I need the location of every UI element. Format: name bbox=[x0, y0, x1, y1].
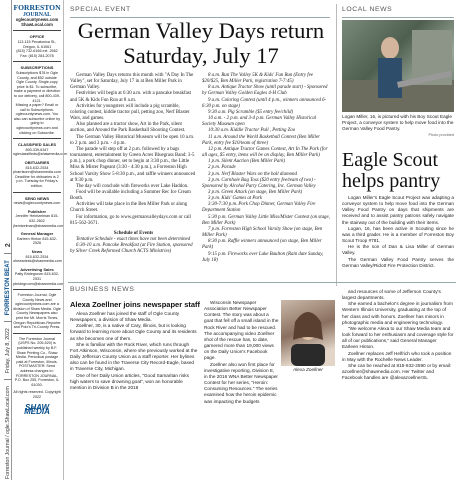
photo-caption bbox=[342, 114, 454, 138]
send-news-email[interactable]: news@oglecountynews.com bbox=[13, 201, 61, 206]
article-paragraph: She earned a bachelor's degree in journalism from Western Illinois University, graduating at the top of her class and with honors. Zoellner has minors in photographic media and engineering technology. bbox=[342, 301, 453, 325]
spine-divider bbox=[4, 253, 12, 254]
sidebar-divider bbox=[63, 0, 64, 480]
article-paragraph: Food will be available including a Summer Rec Ice Cream Booth. bbox=[70, 189, 191, 202]
office-heading: OFFICE bbox=[29, 34, 45, 40]
rights-text: All rights reserved. Copyright 2022 bbox=[13, 390, 61, 399]
schedule-item: 3 p.m. Kids' Games at Park bbox=[208, 196, 262, 202]
article-paragraph: Logan, 16, has been active in Scouting since he was a third grader. He is a member of Forreston Boy Scout Troop #781. bbox=[342, 225, 454, 244]
advertising-heading: Advertising Sales bbox=[20, 266, 54, 272]
classified-text: 800-339-6347 ogleclassifieds@shawmedia.com bbox=[13, 147, 68, 157]
gm-text: Earleen Hinton 815-632-2526 bbox=[16, 236, 58, 246]
section-label-special-event: SPECIAL EVENT bbox=[70, 6, 131, 13]
article-paragraph: She is familiar with the Rock River, which runs through Fort Atkinson, Wisconsin, where she previously worked at the Daily Jefferson County Union as a staff reporter. Her bylines also can be found in the Traverse City Record-Eagle, based in Traverse City, Michigan. bbox=[70, 341, 198, 372]
business-news-headline: Alexa Zoellner joins newspaper staff bbox=[70, 300, 201, 309]
article-paragraph: Zoellner replaces Jeff Helfrich who took a position in May with the Rochelle News Leader. bbox=[342, 350, 452, 362]
business-column-2 bbox=[204, 300, 279, 405]
business-column-3 bbox=[342, 289, 454, 381]
spine-divider bbox=[4, 379, 12, 380]
schedule-item: 3 p.m. Green Attack (on stage, Ben Miller Park) bbox=[208, 189, 303, 195]
shaw-media-logo: SHAW MEDIA bbox=[24, 402, 50, 417]
article-paragraph: One of her Daily Union articles, "Good Samaritan risks high waters to save drowning goat", won an honorable mention in Division B in the 2018 bbox=[70, 372, 189, 390]
schedule-item: 9 a.m. Coloring Contest (until 4 p.m., winners announced 6-6:30 p.m. on stage) bbox=[202, 97, 327, 109]
article-paragraph: and resources of some of Jefferson County's largest departments. bbox=[342, 289, 441, 301]
schedule-item: 7 p.m. Forreston High School Varsity Show (on stage, Ben Miller Park) bbox=[202, 226, 323, 239]
about-text: Forreston Journal, Ogle County News and oglecountynews.com are a division of Shaw Media. Ogle County Newspapers also print the Mt. Morris Times, Oregon Republican-Reporter and Polo's Tri-County Press. bbox=[13, 293, 61, 330]
schedule-item: 8:30 p.m. Raffle winners announced (on stage, Ben Miller Park) bbox=[202, 239, 322, 251]
schedule-item: 12 p.m. Antique Tractor Games Contest, Art In The Park (for all ages, $5 entry, items will be on display, Ben Miller Park) bbox=[202, 146, 328, 159]
spine-page-number: 2 bbox=[4, 243, 12, 248]
office-phone: (815) 732-6166 ext. 2562 bbox=[16, 49, 58, 54]
masthead-sidebar bbox=[13, 3, 68, 478]
article-paragraph: She can be reached at 815-632-2590 or by email: azoellner@shawmedia.com. Her Twitter and Facebook handles are @alexazoellnerSL bbox=[342, 362, 452, 381]
schedule-note: Tentative Schedule - exact times have not been determined bbox=[76, 237, 191, 243]
masthead-site-2[interactable]: ShawLocal.com bbox=[21, 21, 53, 27]
office-address: 113-115 Pecatonica St., Oregon, IL 61061 bbox=[17, 39, 57, 49]
article-paragraph: Zoellner, 30, is a native of Cary, Illinois, but is looking forward to learning more about Ogle County and its residents as she becomes one of them. bbox=[70, 323, 197, 341]
schedule-item: 1 p.m. Silent Auction (Ben Miller Park) bbox=[208, 159, 286, 165]
advertising-text: Patty Bridegroom 815-632-2531 pbridegroom@shawmedia.com bbox=[13, 272, 65, 286]
schedule-item: 3 p.m. Cornhole Bag Toss ($20 entry fee/team of two) - Sponsored by Alcohol Party Catering, Inc. German Valley bbox=[202, 177, 316, 189]
photo-scene-icon bbox=[342, 20, 454, 112]
divider bbox=[13, 289, 61, 290]
article-paragraph: The day will conclude with fireworks over Lake Haddon. bbox=[76, 183, 189, 189]
article-paragraph: "We welcome Alexa to our Shaw Media team and look forward to her enthusiasm and coverage style for all of our publications," said General Manager Earleen Hinton. bbox=[342, 325, 454, 350]
obits-heading: OBITUARIES bbox=[24, 160, 50, 166]
article-paragraph: Logan Miller's Eagle Scout Project was adapting a conveyor system to help move food into the German Valley Food Pantry on days that shipments are received and to assist pantry patrons safely navigate the stairway out of the building with their items. bbox=[342, 195, 454, 225]
page-spine bbox=[0, 0, 12, 480]
spine-text bbox=[3, 0, 13, 479]
section-rule bbox=[342, 17, 454, 18]
spine-site: Forreston Journal / ogle.ShawLocal.com bbox=[5, 386, 11, 479]
article-paragraph: The German Valley Historical Museum will be open 10 a.m. to 2 p.m. and 3 p.m. - 4 p.m. bbox=[70, 134, 195, 146]
schedule-item: 10:30 a.m. Kiddie Tractor Pull , Petting Zoo bbox=[208, 128, 296, 134]
special-event-column-2 bbox=[202, 73, 331, 264]
schedule-item: 10 a.m. - 2 p.m. and 3-4 p.m. German Valley Historical Society Museum open bbox=[202, 116, 317, 128]
spine-paper: FORRESTON BEAT bbox=[5, 260, 11, 316]
photo-credit: Photo provided bbox=[428, 133, 454, 138]
eagle-scout-photo bbox=[342, 20, 454, 112]
article-paragraph: Zoellner also won first place for investigative reporting, Division E, in the 2016 WNA Better Newspaper Contest for her series, "Heroin: Consuming Resources." The series examined how the heroin epidemic was impacting the budgets bbox=[204, 361, 278, 404]
schedule-item: 3 p.m. Nerf Blaster Wars on the ball diamond bbox=[208, 171, 297, 177]
article-paragraph: Alexa Zoellner has joined the staff of Ogle County Newspapers, a division of Shaw Media. bbox=[70, 311, 180, 323]
schedule-item: 2 p.m. Parade bbox=[208, 165, 236, 171]
section-label-local-news: LOCAL NEWS bbox=[342, 6, 393, 13]
spine-date: Friday, July 8, 2022 bbox=[5, 328, 11, 374]
gm-heading: General Manager bbox=[20, 231, 54, 237]
alexa-zoellner-photo bbox=[281, 300, 335, 366]
mug-caption: Alexa Zoellner bbox=[293, 367, 323, 372]
schedule-item: 9:15 p.m. Fireworks over Lake Baulton (Rain date Sunday, July 18) bbox=[202, 251, 324, 263]
article-paragraph: The parade will step off at 2 p.m. followed by a bags tournament, entertainment by Green Acres Bluegrass Band: 3-5 p.m.), a pork chop dinner, set to begin at 3:30 p.m., the Little Miss & Mister Pageant (3:30 - 4:30 p.m.), a Forreston High School Varsity Show 5-8:30 p.m., and raffle winners announced at 9:30 p.m. bbox=[70, 146, 196, 183]
special-event-headline: German Valley Days return Saturday, July 17 bbox=[77, 18, 325, 68]
portrait-icon bbox=[281, 300, 335, 366]
divider bbox=[13, 333, 61, 334]
article-paragraph: Also planned are a tractor show, Art in the Park, silent auction, and Around the Park Basketball Shooting Contest. bbox=[70, 122, 186, 134]
masthead-site[interactable]: oglecountynews.com bbox=[15, 17, 59, 23]
special-event-column-1 bbox=[70, 73, 197, 256]
send-news-heading: SEND NEWS bbox=[24, 195, 50, 201]
schedule-item: 8 a.m. Antique Tractor Show (until parade start) - Sponsored by German Valley Golden Eagles 4-H Club bbox=[202, 85, 328, 97]
subscriptions-heading: SUBSCRIPTIONS bbox=[20, 65, 54, 71]
schedule-item: 6:30-10 a.m. Pancake Breakfast (at Fire Station, sponsored by Silver Creek Reformed Church ACTS Ministries) bbox=[70, 243, 193, 255]
photo-caption-text: Logan Miller, 16, is pictured with his Boy Scout Eagle Project, a conveyor system to help move food into the German Valley Food Pantry. bbox=[342, 114, 454, 132]
local-news-body bbox=[342, 195, 454, 269]
obits-text: 815-632-2534 pharrisonn@shawmedia.com Deadline for obituaries is 2 p.m. Tuesday for Friday's edition. bbox=[13, 165, 61, 189]
local-news-headline: Eagle Scout helps pantry bbox=[342, 149, 441, 192]
spine-divider bbox=[4, 321, 12, 322]
business-column-1 bbox=[70, 311, 198, 391]
article-paragraph: Activities for youngsters will include a pig scramble, coloring contest, kiddie tractor pull, petting zoo, Nerf Blaster Wars, and games. bbox=[70, 103, 190, 122]
publisher-heading: Publisher bbox=[27, 208, 47, 214]
article-paragraph: Wisconsin Newspaper Association Better Newspaper Contest. The story was about a goat that fell off a small island in the Rock River and had to be rescued. The accompanying video Zoellner shot of the rescue has, to date, garnered more than 19,000 views on the Daily Union's Facebook page. bbox=[204, 300, 279, 361]
usps-text: The Forreston Journal (USPS No. 205-520) is published weekly by B.F. Shaw Printing Co., Shaw Media. Periodical postage paid at Forreston, Illinois. POSTMASTER: Send address changes to: FORRESTON JOURNAL, P.O. Box 255, Forreston, IL 61030. bbox=[14, 336, 60, 387]
column-divider bbox=[336, 4, 337, 286]
office-fax: Fax: (815) 284-2078 bbox=[20, 53, 54, 58]
news-heading: News bbox=[31, 248, 43, 254]
section-rule bbox=[68, 282, 456, 283]
article-paragraph: Activities will take place in the Ben Miller Park or along Church Street. bbox=[70, 202, 188, 214]
divider bbox=[13, 138, 61, 139]
schedule-item: 3:30-7:30 p.m. Pork Chop Dinner, German Valley Fire Department Station bbox=[202, 202, 316, 214]
subscriptions-text: Subscriptions $78 in Ogle County, and $52 outside Ogle County. Single-copy price is $1. To subscribe, make a payment or direction to our delivery, call 800-439-4121. bbox=[13, 70, 61, 103]
article-paragraph: Festivities will begin at 6:30 a.m. with a pancake breakfast and 5K & Kids Fun Run at 8 a.m. bbox=[70, 91, 192, 103]
divider bbox=[13, 30, 61, 31]
masthead-subtitle: JOURNAL bbox=[22, 12, 52, 18]
publisher-text: Jennifer Heintzelman 815-632-2602 jheintzelman@shawmedia.com bbox=[13, 214, 65, 228]
schedule-heading: Schedule of Events bbox=[113, 230, 154, 236]
schedule-item: 8 a.m. Run The Valley 5K & Kids' Fun Run (Entry fee $20/$25, Ben Miller Park, registration 7-7:45) bbox=[202, 73, 313, 85]
schedule-item: 5:30 p.m. German Valley Little Miss/Mister Contest (on stage, Ben Miller Park) bbox=[202, 214, 330, 226]
subscriptions-text-2: Missing a paper? Email or call to Subscriptions. oglecountynews.com. You also can subscribe online by going to oglecountynews.com and clicking on Subscribe. bbox=[13, 103, 61, 135]
article-paragraph: German Valley Days returns this month with "A Day In The Valley", set for Saturday, July 17 in at Ben Miller Park in German Valley. bbox=[70, 73, 194, 91]
news-text: 815-632-2534 ohewsdesk@shawmedia.com bbox=[13, 254, 62, 264]
article-paragraph: He is the son of Dan & Lisa Miller of German Valley. bbox=[342, 244, 454, 256]
masthead-title: FORRESTON bbox=[13, 3, 61, 12]
schedule-item: 11 a.m. Around the World Basketball Contest (Ben Miller Park, entry fee $10/team of three) bbox=[202, 134, 320, 146]
schedule-item: 9:30 a.m. Pig Scramble ($5 entry fee/child) bbox=[208, 109, 294, 115]
divider bbox=[13, 61, 61, 62]
article-paragraph: The German Valley Food Pantry serves the German Valley/Ridott Fire Protection District. bbox=[342, 256, 454, 268]
article-paragraph: For information, go to www.germanvalleydays.com or call 815-562-3671. bbox=[70, 214, 191, 226]
classified-heading: CLASSIFIED SALES bbox=[17, 142, 57, 148]
section-label-business-news: BUSINESS NEWS bbox=[70, 286, 135, 293]
divider bbox=[13, 192, 61, 193]
